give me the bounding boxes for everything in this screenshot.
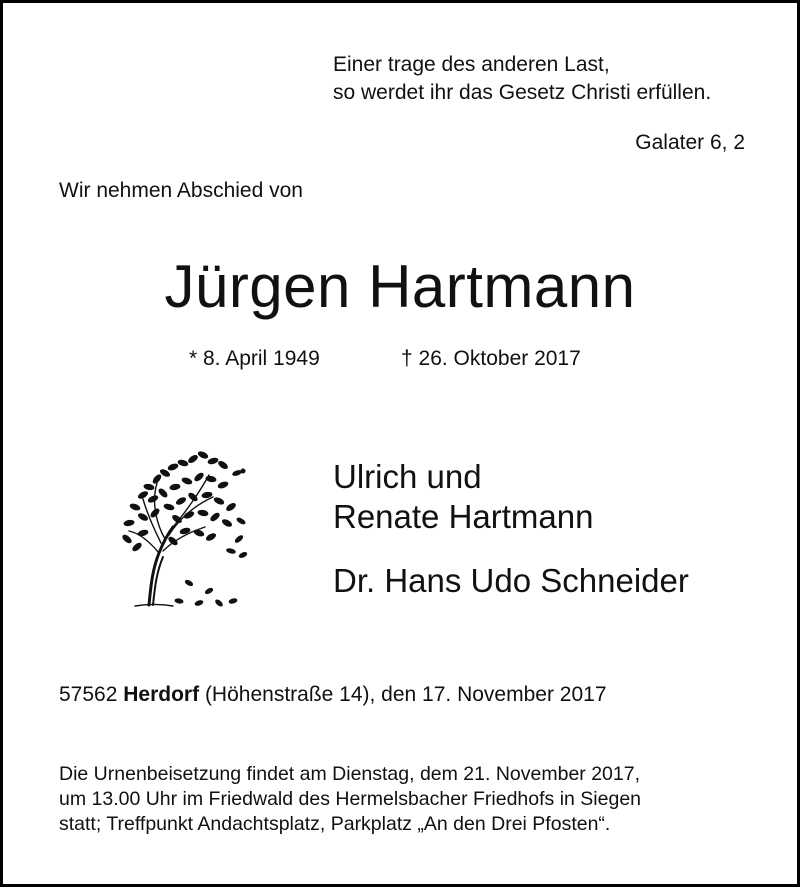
burial-line-1: Die Urnenbeisetzung findet am Dienstag, dem 21. November 2017,: [59, 763, 640, 785]
mourners-group-1: [333, 457, 593, 537]
place-date-line: [59, 682, 607, 708]
mourner-line-2: Renate Hartmann: [333, 498, 594, 535]
burial-info: [59, 762, 641, 837]
mourner-line-1: Ulrich und: [333, 458, 482, 495]
burial-line-3: statt; Treffpunkt Andachtsplatz, Parkplatz „An den Drei Pfosten“.: [59, 813, 611, 835]
verse-line-2: so werdet ihr das Gesetz Christi erfüllen.: [333, 81, 712, 104]
burial-line-2: um 13.00 Uhr im Friedwald des Hermelsbacher Friedhofs in Siegen: [59, 788, 642, 810]
bible-verse: [333, 51, 711, 107]
deceased-name: Jürgen Hartmann: [164, 253, 636, 320]
death-date: † 26. Oktober 2017: [401, 347, 581, 370]
town: Herdorf: [123, 683, 200, 706]
postcode: 57562: [59, 683, 118, 706]
verse-line-1: Einer trage des anderen Last,: [333, 53, 610, 76]
birth-date: * 8. April 1949: [189, 347, 320, 370]
mourner-line-3: Dr. Hans Udo Schneider: [333, 562, 689, 599]
tree-illustration: [113, 443, 253, 613]
farewell-text: Wir nehmen Abschied von: [59, 179, 303, 202]
verse-reference: Galater 6, 2: [635, 131, 745, 154]
wind-blown-tree-icon: [113, 443, 253, 613]
address-date: (Höhenstraße 14), den 17. November 2017: [204, 683, 607, 706]
